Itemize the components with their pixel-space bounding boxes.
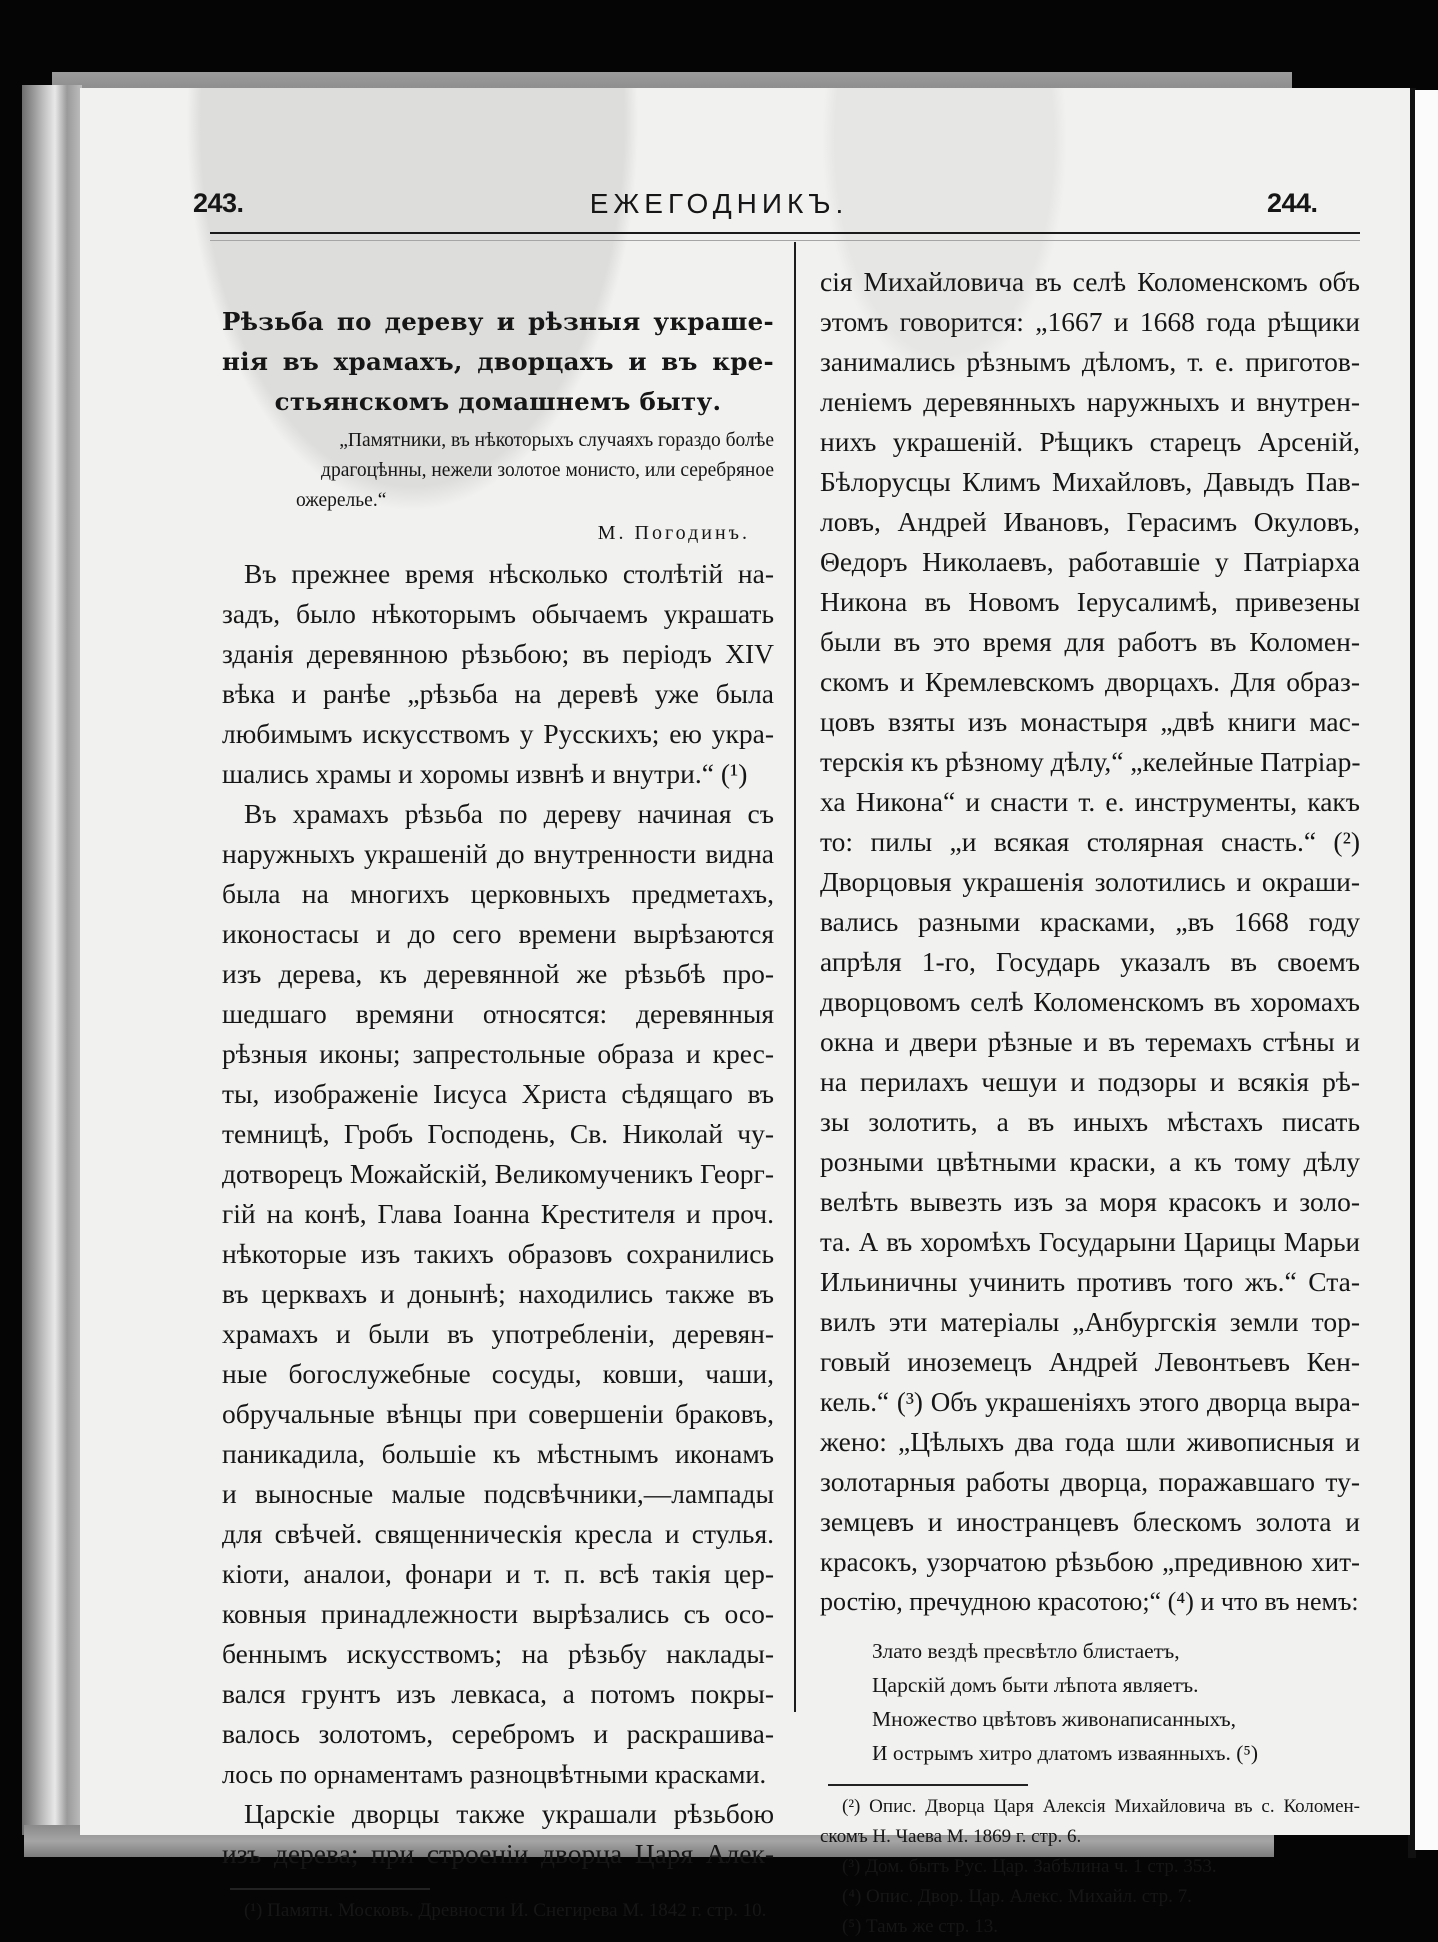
text-line: изъ дерева, къ деревянной же рѣзьбѣ про- <box>222 958 774 989</box>
title-line: Рѣзьба по дереву и рѣзныя украше- <box>222 307 774 336</box>
footnote-rule <box>828 1784 1028 1786</box>
text-line: наружныхъ украшеній до внутренности видна <box>222 838 774 869</box>
text-line: валось золотомъ, серебромъ и раскрашива- <box>222 1718 774 1749</box>
text-line: Ильиничны учинить противъ того жъ.“ Ста- <box>820 1266 1360 1297</box>
text-line: вался грунтъ изъ левкаса, а потомъ покры- <box>222 1678 774 1709</box>
text-line: Въ прежнее время нѣсколько столѣтій на- <box>244 558 774 589</box>
text-line: жено: „Цѣлыхъ два года шли живописныя и <box>820 1426 1360 1457</box>
article-title <box>222 302 774 422</box>
text-line: иконостасы и до сего времени вырѣзаются <box>222 918 774 949</box>
epigraph-line: „Памятники, въ нѣкоторыхъ случаяхъ гораздо болѣе <box>339 430 774 451</box>
footnote-rule <box>230 1888 430 1890</box>
text-line: нихъ украшеній. Рѣщикъ старецъ Арсеній, <box>820 426 1360 457</box>
text-line: ха Никона“ и снасти т. е. инструменты, какъ <box>820 786 1360 817</box>
text-line: храмахъ и были въ употребленіи, деревян- <box>222 1318 774 1349</box>
footnote: (⁵) Тамъ же стр. 13. <box>842 1916 998 1937</box>
text-line: темницѣ, Гробъ Господень, Св. Николай чу- <box>222 1118 774 1149</box>
text-line: Царскіе дворцы также украшали рѣзьбою <box>244 1798 774 1829</box>
left-column <box>222 262 774 1926</box>
text-line: сія Михайловича въ селѣ Коломенскомъ объ <box>820 266 1360 297</box>
text-line: ловъ, Андрей Ивановъ, Герасимъ Окуловъ, <box>820 506 1360 537</box>
text-line: леніемъ деревянныхъ наружныхъ и внутрен- <box>820 386 1360 417</box>
title-line: стьянскомъ домашнемъ быту. <box>274 387 722 416</box>
text-line: ростію, пречудною красотою;“ (⁴) и что въ немъ: <box>820 1587 1359 1616</box>
text-line: была на многихъ церковныхъ предметахъ, <box>222 878 774 909</box>
text-line: вались разными красками, „въ 1668 году <box>820 906 1360 937</box>
text-line: цовъ взяты изъ монастыря „двѣ книги мас- <box>820 706 1360 737</box>
text-line: то: пилы „и всякая столярная снасть.“ (²) <box>820 826 1360 857</box>
text-line: дворцовомъ селѣ Коломенскомъ въ хоромахъ <box>820 986 1360 1017</box>
footnote: (²) Опис. Дворца Царя Алексія Михайловича въ с. Коломен- <box>842 1796 1360 1817</box>
text-line: этомъ говорится: „1667 и 1668 года рѣщики <box>820 306 1360 337</box>
text-line: любимымъ искусствомъ у Русскихъ; ею укра- <box>222 718 774 749</box>
epigraph-line: драгоцѣнны, нежели золотое монисто, или серебряное <box>321 460 774 481</box>
text-line: говый иноземецъ Андрей Левонтьевъ Кен- <box>820 1346 1360 1377</box>
verse-line: И острымъ хитро длатомъ изваянныхъ. (⁵) <box>872 1741 1259 1765</box>
left-body-text <box>222 554 774 1874</box>
verse-line: Злато вездѣ пресвѣтло блистаетъ, <box>872 1639 1180 1663</box>
page-stack-edge <box>22 85 82 1835</box>
text-line: ты, изображеніе Іисуса Христа сѣдящаго въ <box>222 1078 774 1109</box>
verse-line: Царскій домъ быти лѣпота являетъ. <box>872 1673 1199 1697</box>
text-line: Никона въ Новомъ Іерусалимѣ, привезены <box>820 586 1360 617</box>
text-line: задъ, было нѣкоторымъ обычаемъ украшать <box>222 598 774 629</box>
text-line: и выносные малые подсвѣчники,—лампады <box>222 1478 774 1509</box>
left-footnotes <box>222 1896 774 1926</box>
right-column <box>820 262 1360 1942</box>
running-head <box>0 178 1438 228</box>
text-line: Въ храмахъ рѣзьба по дереву начиная съ <box>244 798 774 829</box>
footnote: (¹) Памятн. Московъ. Древности И. Снегирева М. 1842 г. стр. 10. <box>244 1900 767 1921</box>
text-line: розными цвѣтными краски, а къ тому дѣлу <box>820 1146 1360 1177</box>
journal-title: ЕЖЕГОДНИКЪ. <box>589 188 849 219</box>
text-line: шедшаго времяни относятся: деревянныя <box>222 998 774 1029</box>
text-line: скомъ и Кремлевскомъ дворцахъ. Для образ- <box>820 666 1360 697</box>
text-line: зы золотить, а въ иныхъ мѣстахъ писать <box>820 1106 1360 1137</box>
page-number-left: 243. <box>193 188 244 218</box>
text-line: красокъ, узорчатою рѣзьбою „предивною хит- <box>820 1547 1360 1577</box>
epigraph-author: М. Погодинъ. <box>597 522 750 544</box>
text-line: золотарныя работы дворца, поражавшаго ту- <box>820 1466 1360 1497</box>
text-line: въ церквахъ и донынѣ; находились также въ <box>222 1278 774 1309</box>
verse-quote <box>820 1634 1360 1770</box>
text-line: кіоти, аналои, фонари и т. п. всѣ такія цер- <box>222 1558 774 1589</box>
text-line: паникадила, большіе къ мѣстнымъ иконамъ <box>222 1438 774 1469</box>
text-line: лось по орнаментамъ разноцвѣтными красками. <box>222 1759 767 1789</box>
text-line: велѣть вывезть изъ за моря красокъ и золо- <box>820 1186 1360 1217</box>
text-line: окна и двери рѣзные и въ теремахъ стѣны и <box>820 1026 1360 1057</box>
text-line: для свѣчей. священническія кресла и стулья. <box>222 1518 774 1549</box>
right-footnotes <box>820 1792 1360 1942</box>
text-line: земцевъ и иностранцевъ блескомъ золота и <box>820 1506 1360 1537</box>
text-line: обручальные вѣнцы при совершеніи браковъ, <box>222 1398 774 1429</box>
next-page-edge <box>1415 90 1438 1850</box>
footnote: скомъ Н. Чаева М. 1869 г. стр. 6. <box>820 1826 1082 1847</box>
text-line: кель.“ (³) Объ украшеніяхъ этого дворца выра- <box>820 1387 1360 1417</box>
text-line: рѣзныя иконы; запрестольные образа и крес- <box>222 1038 774 1069</box>
text-line: апрѣля 1-го, Государь указалъ въ своемъ <box>820 946 1360 977</box>
footnote: (⁴) Опис. Двор. Цар. Алекс. Михайл. стр. 7. <box>842 1886 1192 1907</box>
epigraph-line: ожерелье.“ <box>296 490 387 511</box>
text-line: зданія деревянною рѣзьбою; въ періодъ XIV <box>222 638 774 669</box>
text-line: нѣкоторые изъ такихъ образовъ сохранились <box>222 1238 774 1269</box>
text-line: Θедоръ Николаевъ, работавшіе у Патріарха <box>820 546 1360 577</box>
header-rule <box>210 232 1360 234</box>
footnote: (³) Дом. бытъ Рус. Цар. Забѣлина ч. 1 стр. 353. <box>842 1856 1217 1877</box>
text-line: изъ дерева; при строеніи дворца Царя Алек- <box>222 1838 774 1869</box>
text-line: ковныя принадлежности вырѣзались съ осо- <box>222 1598 774 1629</box>
page-number-right: 244. <box>1267 188 1318 218</box>
text-line: гій на конѣ, Глава Іоанна Крестителя и проч. <box>222 1198 774 1229</box>
column-divider <box>794 242 796 1712</box>
text-line: Дворцовыя украшенія золотились и окраши- <box>820 866 1360 897</box>
text-line: на перилахъ чешуи и подзоры и всякія рѣ- <box>820 1066 1360 1097</box>
text-line: вилъ эти матеріалы „Анбургскія земли тор- <box>820 1306 1360 1337</box>
text-line: занимались рѣзнымъ дѣломъ, т. е. приготов- <box>820 346 1360 377</box>
title-line: нія въ храмахъ, дворцахъ и въ кре- <box>222 347 774 376</box>
text-line: беннымъ искусствомъ; на рѣзьбу наклады- <box>222 1638 774 1669</box>
header-rule-thin <box>210 240 1360 241</box>
text-line: Бѣлорусцы Климъ Михайловъ, Давыдъ Пав- <box>820 466 1360 497</box>
text-line: терскія къ рѣзному дѣлу,“ „келейные Патріар- <box>820 746 1361 777</box>
right-body-text <box>820 262 1360 1622</box>
text-line: дотворецъ Можайскій, Великомученикъ Георг- <box>222 1158 774 1189</box>
text-line: вѣка и ранѣе „рѣзьба на деревѣ уже была <box>222 678 774 709</box>
verse-line: Множество цвѣтовъ живонаписанныхъ, <box>872 1707 1236 1731</box>
text-line: та. А въ хоромѣхъ Государыни Царицы Марьи <box>820 1227 1360 1257</box>
text-line: ные богослужебные сосуды, ковши, чаши, <box>222 1358 774 1389</box>
epigraph <box>222 426 774 550</box>
text-line: были въ это время для работъ въ Коломен- <box>820 626 1360 657</box>
text-line: шались храмы и хоромы извнѣ и внутри.“ (¹) <box>222 758 748 789</box>
